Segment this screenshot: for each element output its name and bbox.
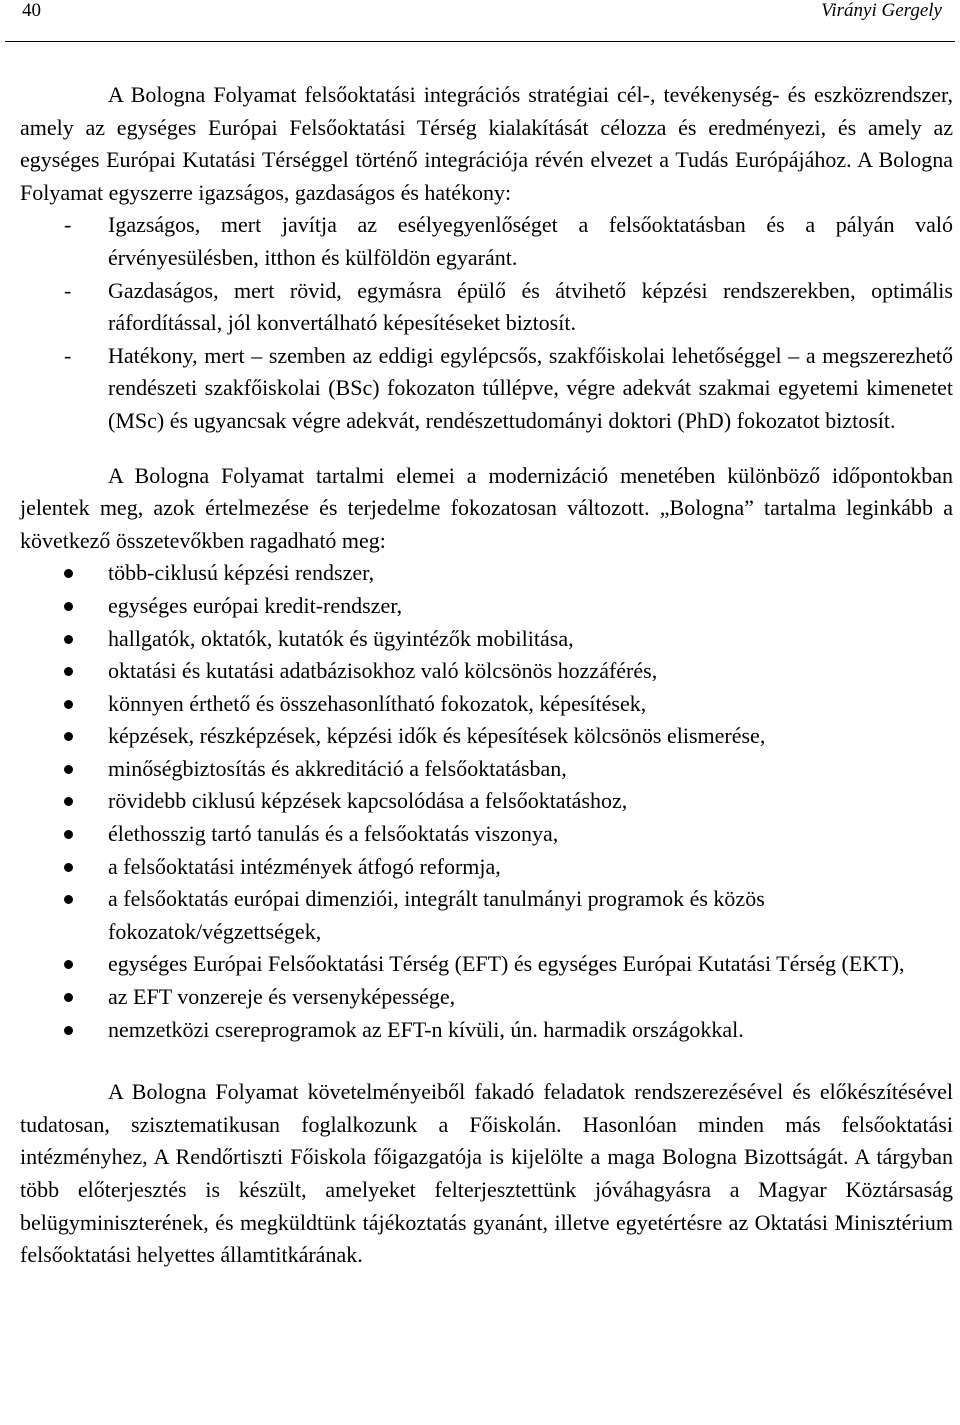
bullet-list-item	[20, 818, 953, 851]
bullet-item-text: nemzetközi csereprogramok az EFT-n kívüli, ún. harmadik országokkal.	[108, 1016, 744, 1042]
bullet-list-item	[20, 851, 953, 884]
bullet-item-text: az EFT vonzereje és versenyképessége,	[108, 984, 456, 1010]
page-number: 40	[22, 0, 41, 21]
bullet-list-item	[20, 590, 953, 623]
bullet-dot-icon	[64, 960, 73, 969]
bullet-list	[20, 557, 953, 1046]
bullet-item-text: rövidebb ciklusú képzések kapcsolódása a felsőoktatáshoz,	[108, 788, 628, 814]
bullet-list-item	[20, 753, 953, 786]
bullet-dot-icon	[64, 732, 73, 741]
bullet-dot-icon	[64, 569, 73, 578]
dash-item-text: Igazságos, mert javítja az esélyegyenlőséget a felsőoktatásban és a pályán való érvényesülésben, itthon és külföldön egyaránt.	[108, 212, 953, 270]
bullet-item-text: könnyen érthető és összehasonlítható fokozatok, képesítések,	[108, 690, 647, 716]
bullet-dot-icon	[64, 895, 73, 904]
bullet-item-text: oktatási és kutatási adatbázisokhoz való kölcsönös hozzáférés,	[108, 658, 658, 684]
running-head-author: Virányi Gergely	[821, 0, 942, 21]
dash-item-text: Hatékony, mert – szemben az eddigi egylépcsős, szakfőiskolai lehetőséggel – a megszerezhető rendészeti szakfőiskolai (BSc) fokozaton túllépve, végre adekvát szakmai egyetemi kimenetet (MSc) és ugyancsak végre adekvát, rendészettudományi doktori (PhD) fokozatot biztosít.	[108, 342, 953, 433]
dash-list	[20, 209, 953, 437]
dash-item-text: Gazdaságos, mert rövid, egymásra épülő és átvihető képzési rendszerekben, optimális ráfordítással, jól konvertálható képesítéseket biztosít.	[108, 277, 953, 336]
bullet-dot-icon	[64, 797, 73, 806]
header-rule	[5, 41, 955, 42]
bullet-dot-icon	[64, 993, 73, 1002]
dash-marker: -	[64, 277, 72, 303]
bullet-list-item	[20, 883, 953, 948]
page-header	[0, 0, 960, 44]
paragraph-spacer	[20, 438, 953, 460]
bullet-item-text: képzések, részképzések, képzési idők és képesítések kölcsönös elismerése,	[108, 723, 766, 749]
dash-marker: -	[64, 342, 72, 368]
bullet-dot-icon	[64, 602, 73, 611]
dash-list-item	[20, 209, 953, 274]
bullet-list-item	[20, 1014, 953, 1047]
bullet-list-item	[20, 623, 953, 656]
paragraph-intro: A Bologna Folyamat felsőoktatási integrációs stratégiai cél-, tevékenység- és eszközrendszer, amely az egységes Európai Felsőoktatási Térség kialakítását célozza és eredményezi, és amely az egységes Európai Kutatási Térséggel történő integrációja révén elvezet a Tudás Európájához. A Bologna Folyamat egyszerre igazságos, gazdaságos és hatékony:	[20, 82, 953, 205]
bullet-item-text: egységes európai kredit-rendszer,	[108, 592, 403, 618]
bullet-list-item	[20, 655, 953, 688]
bullet-list-item	[20, 720, 953, 753]
bullet-dot-icon	[64, 635, 73, 644]
paragraph-components: A Bologna Folyamat tartalmi elemei a modernizáció menetében különböző időpontokban jelentek meg, azok értelmezése és terjedelme fokozatosan változott. „Bologna” tartalma leginkább a következő összetevőkben ragadható meg:	[20, 462, 953, 553]
dash-list-item	[20, 340, 953, 438]
bullet-dot-icon	[64, 667, 73, 676]
bullet-item-text: több-ciklusú képzési rendszer,	[108, 560, 375, 586]
dash-list-item	[20, 275, 953, 340]
bullet-list-item	[20, 785, 953, 818]
bullet-list-item	[20, 981, 953, 1014]
bullet-item-text: minőségbiztosítás és akkreditáció a felsőoktatásban,	[108, 755, 567, 781]
bullet-list-item	[20, 948, 953, 981]
bullet-item-text: élethosszig tartó tanulás és a felsőoktatás viszonya,	[108, 821, 559, 847]
paragraph-spacer	[20, 1046, 953, 1076]
bullet-dot-icon	[64, 1026, 73, 1035]
bullet-item-text: egységes Európai Felsőoktatási Térség (EFT) és egységes Európai Kutatási Térség (EKT),	[108, 951, 905, 977]
page-body	[20, 79, 953, 1272]
bullet-item-text: a felsőoktatási intézmények átfogó reformja,	[108, 853, 501, 879]
paragraph-tasks: A Bologna Folyamat követelményeiből fakadó feladatok rendszerezésével és előkészítésével tudatosan, szisztematikusan foglalkozunk a Főiskolán. Hasonlóan minden más felsőoktatási intézményhez, A Rendőrtiszti Főiskola főigazgatója is kijelölte a maga Bologna Bizottságát. A tárgyban több előterjesztés is készült, amelyeket felterjesztettünk jóváhagyásra a Magyar Köztársaság belügyminiszterének, és megküldtünk tájékoztatás gyanánt, illetve egyetértésre az Oktatási Minisztérium felsőoktatási helyettes államtitkárának.	[20, 1079, 953, 1268]
bullet-list-item	[20, 557, 953, 590]
bullet-dot-icon	[64, 863, 73, 872]
bullet-list-item	[20, 688, 953, 721]
bullet-dot-icon	[64, 765, 73, 774]
bullet-dot-icon	[64, 700, 73, 709]
bullet-item-text: hallgatók, oktatók, kutatók és ügyintézők mobilitása,	[108, 625, 574, 651]
bullet-dot-icon	[64, 830, 73, 839]
dash-marker: -	[64, 212, 72, 238]
bullet-item-text: a felsőoktatás európai dimenziói, integrált tanulmányi programok és közös fokozatok/végzettségek,	[108, 886, 765, 944]
